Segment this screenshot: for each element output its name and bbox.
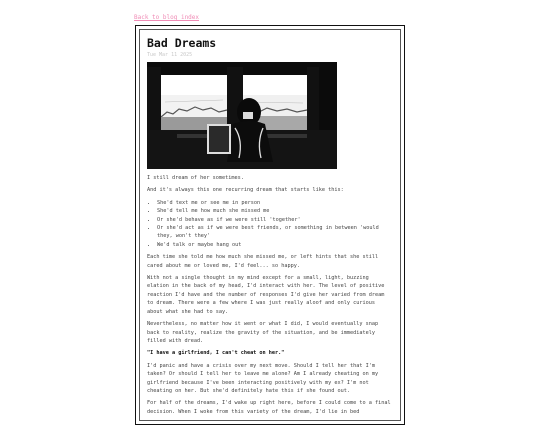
paragraph: Each time she told me how much she missed me, or left hints that she still cared about me or loved me, I'd feel... so happy. [147, 254, 379, 269]
post-card [135, 25, 405, 425]
paragraph: Nevertheless, no matter how it went or what I did, I would eventually snap back to reality, realize the gravity of the situation, and be immediately filled with dread. [147, 321, 379, 344]
list-item: • She'd text me or see me in person [157, 199, 393, 207]
paragraph: For half of the dreams, I'd wake up right here, before I could come to a final decision. When I woke from this variety of the dream, I'd lie in bed [147, 400, 391, 415]
list-item: • Or she'd act as if we were best friends, or something in between 'would they, won't they' [157, 224, 393, 241]
list-item: • She'd tell me how much she missed me [157, 207, 393, 215]
quote-paragraph: "I have a girlfriend, I can't cheat on her." [147, 350, 285, 357]
paragraph: With not a single thought in my mind except for a small, light, buzzing elation in the back of my head, I'd interact with her. The level of positive reaction I'd have and the number of responses I'd give her varied from dream to dream. There were a few where I was just really aloof and only curious about what she had to say. [147, 275, 385, 315]
post-date: Tue Mar 11 2025 [147, 52, 193, 58]
list-item: • We'd talk or maybe hang out [157, 241, 393, 249]
post-illustration [147, 62, 337, 169]
dream-list [147, 199, 393, 249]
paragraph: I'd panic and have a crisis over my next move. Should I tell her that I'm taken? Or should I tell her to leave me alone? Am I already cheating on my girlfriend because I've been interacting positively with my ex? I'm not cheating on her. But she'd definitely hate this if she found out. [147, 362, 379, 394]
paragraph: And it's always this one recurring dream that starts like this: [147, 187, 344, 194]
back-to-index-link[interactable]: Back to blog index [134, 14, 200, 21]
paragraph: I still dream of her sometimes. [147, 175, 244, 181]
post-title: Bad Dreams [147, 36, 217, 50]
list-item: • Or she'd behave as if we were still 'together' [157, 216, 393, 224]
post-content [139, 29, 401, 421]
